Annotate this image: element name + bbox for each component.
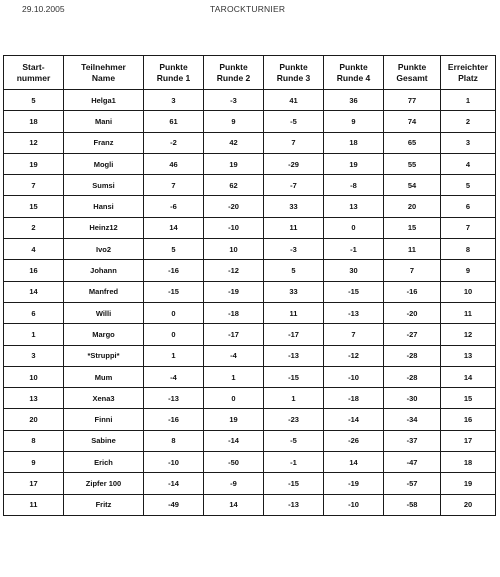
table-body <box>4 90 496 516</box>
table-cell: 54 <box>384 175 441 196</box>
table-row <box>4 239 496 260</box>
table-cell: 15 <box>441 388 496 409</box>
table-cell: 33 <box>264 281 324 302</box>
table-cell: 3 <box>441 132 496 153</box>
table-cell: -4 <box>144 366 204 387</box>
table-cell: -18 <box>204 302 264 323</box>
column-header: Start- nummer <box>4 56 64 90</box>
table-cell: -1 <box>264 452 324 473</box>
table-cell: 11 <box>264 217 324 238</box>
table-cell: 7 <box>324 324 384 345</box>
table-cell: 61 <box>144 111 204 132</box>
table-cell: 14 <box>144 217 204 238</box>
table-cell: 2 <box>4 217 64 238</box>
table-row <box>4 217 496 238</box>
table-row <box>4 90 496 111</box>
table-cell: 9 <box>4 452 64 473</box>
table-row <box>4 494 496 515</box>
table-cell: Hansi <box>64 196 144 217</box>
table-cell: -13 <box>264 345 324 366</box>
table-cell: -10 <box>324 494 384 515</box>
table-cell: 0 <box>204 388 264 409</box>
table-cell: Willi <box>64 302 144 323</box>
table-row <box>4 324 496 345</box>
table-cell: 11 <box>384 239 441 260</box>
table-cell: 5 <box>144 239 204 260</box>
table-cell: -7 <box>264 175 324 196</box>
table-cell: Ivo2 <box>64 239 144 260</box>
table-row <box>4 452 496 473</box>
table-cell: 19 <box>441 473 496 494</box>
table-cell: 7 <box>441 217 496 238</box>
table-row <box>4 196 496 217</box>
table-row <box>4 388 496 409</box>
table-cell: 7 <box>144 175 204 196</box>
table-cell: -13 <box>144 388 204 409</box>
table-cell: 33 <box>264 196 324 217</box>
table-cell: -3 <box>204 90 264 111</box>
results-table <box>3 55 496 516</box>
table-cell: -17 <box>204 324 264 345</box>
table-cell: -17 <box>264 324 324 345</box>
table-cell: -9 <box>204 473 264 494</box>
column-header: Punkte Runde 3 <box>264 56 324 90</box>
table-cell: -28 <box>384 366 441 387</box>
table-row <box>4 111 496 132</box>
table-cell: 16 <box>441 409 496 430</box>
table-cell: 4 <box>4 239 64 260</box>
table-cell: Fritz <box>64 494 144 515</box>
table-cell: 3 <box>4 345 64 366</box>
table-cell: 19 <box>324 153 384 174</box>
table-cell: -37 <box>384 430 441 451</box>
table-cell: 17 <box>441 430 496 451</box>
table-cell: 14 <box>324 452 384 473</box>
table-cell: 15 <box>4 196 64 217</box>
table-cell: 77 <box>384 90 441 111</box>
table-cell: 10 <box>4 366 64 387</box>
table-cell: -19 <box>204 281 264 302</box>
table-row <box>4 430 496 451</box>
table-cell: -15 <box>264 366 324 387</box>
table-cell: -58 <box>384 494 441 515</box>
table-cell: -50 <box>204 452 264 473</box>
table-cell: Manfred <box>64 281 144 302</box>
table-cell: 8 <box>144 430 204 451</box>
table-cell: Sabine <box>64 430 144 451</box>
table-cell: 65 <box>384 132 441 153</box>
table-cell: -57 <box>384 473 441 494</box>
table-cell: 6 <box>441 196 496 217</box>
table-cell: 7 <box>4 175 64 196</box>
column-header: Punkte Runde 1 <box>144 56 204 90</box>
table-row <box>4 345 496 366</box>
table-row <box>4 366 496 387</box>
table-cell: 18 <box>441 452 496 473</box>
table-cell: -13 <box>264 494 324 515</box>
table-cell: -5 <box>264 430 324 451</box>
table-cell: -5 <box>264 111 324 132</box>
table-cell: Margo <box>64 324 144 345</box>
table-cell: 13 <box>441 345 496 366</box>
table-cell: Erich <box>64 452 144 473</box>
table-row <box>4 175 496 196</box>
table-cell: 5 <box>4 90 64 111</box>
table-cell: -18 <box>324 388 384 409</box>
table-cell: -14 <box>204 430 264 451</box>
table-cell: -47 <box>384 452 441 473</box>
table-cell: Zipfer 100 <box>64 473 144 494</box>
table-cell: -6 <box>144 196 204 217</box>
table-cell: 0 <box>144 302 204 323</box>
table-cell: 1 <box>4 324 64 345</box>
table-cell: 42 <box>204 132 264 153</box>
table-cell: 16 <box>4 260 64 281</box>
table-cell: 0 <box>324 217 384 238</box>
table-row <box>4 409 496 430</box>
table-cell: 62 <box>204 175 264 196</box>
table-cell: 74 <box>384 111 441 132</box>
table-cell: -10 <box>324 366 384 387</box>
table-cell: 13 <box>4 388 64 409</box>
table-cell: 20 <box>4 409 64 430</box>
table-cell: 1 <box>264 388 324 409</box>
table-cell: 19 <box>204 409 264 430</box>
table-cell: Mogli <box>64 153 144 174</box>
table-cell: 1 <box>441 90 496 111</box>
table-cell: -16 <box>384 281 441 302</box>
table-row <box>4 473 496 494</box>
table-cell: 6 <box>4 302 64 323</box>
table-cell: -10 <box>204 217 264 238</box>
table-row <box>4 153 496 174</box>
table-cell: 4 <box>441 153 496 174</box>
table-cell: Johann <box>64 260 144 281</box>
column-header: Punkte Runde 2 <box>204 56 264 90</box>
table-cell: Mani <box>64 111 144 132</box>
table-cell: -2 <box>144 132 204 153</box>
table-cell: -12 <box>204 260 264 281</box>
table-cell: -34 <box>384 409 441 430</box>
table-cell: -19 <box>324 473 384 494</box>
table-cell: 14 <box>204 494 264 515</box>
table-cell: 14 <box>441 366 496 387</box>
table-cell: 41 <box>264 90 324 111</box>
table-cell: 1 <box>144 345 204 366</box>
table-cell: 12 <box>441 324 496 345</box>
table-cell: -12 <box>324 345 384 366</box>
table-cell: -28 <box>384 345 441 366</box>
table-cell: *Struppi* <box>64 345 144 366</box>
table-cell: -15 <box>144 281 204 302</box>
table-cell: -13 <box>324 302 384 323</box>
table-cell: 1 <box>204 366 264 387</box>
table-cell: 46 <box>144 153 204 174</box>
table-cell: -1 <box>324 239 384 260</box>
table-cell: 11 <box>441 302 496 323</box>
table-cell: Sumsi <box>64 175 144 196</box>
table-cell: -14 <box>144 473 204 494</box>
column-header: Punkte Runde 4 <box>324 56 384 90</box>
column-header: Punkte Gesamt <box>384 56 441 90</box>
table-cell: 36 <box>324 90 384 111</box>
table-cell: 13 <box>324 196 384 217</box>
column-header: Teilnehmer Name <box>64 56 144 90</box>
table-cell: 17 <box>4 473 64 494</box>
table-cell: Mum <box>64 366 144 387</box>
table-cell: 8 <box>4 430 64 451</box>
document-date: 29.10.2005 <box>22 4 65 14</box>
table-cell: 11 <box>4 494 64 515</box>
table-cell: 19 <box>4 153 64 174</box>
table-cell: -14 <box>324 409 384 430</box>
table-cell: 9 <box>324 111 384 132</box>
table-cell: -30 <box>384 388 441 409</box>
column-header: Erreichter Platz <box>441 56 496 90</box>
table-cell: 10 <box>204 239 264 260</box>
table-cell: 19 <box>204 153 264 174</box>
table-cell: 2 <box>441 111 496 132</box>
table-cell: 11 <box>264 302 324 323</box>
table-cell: 14 <box>4 281 64 302</box>
table-cell: -20 <box>384 302 441 323</box>
table-row <box>4 281 496 302</box>
table-cell: 15 <box>384 217 441 238</box>
table-cell: -23 <box>264 409 324 430</box>
table-cell: -49 <box>144 494 204 515</box>
table-cell: Heinz12 <box>64 217 144 238</box>
table-cell: 20 <box>384 196 441 217</box>
table-cell: 5 <box>264 260 324 281</box>
table-cell: 20 <box>441 494 496 515</box>
table-cell: -27 <box>384 324 441 345</box>
table-cell: 9 <box>441 260 496 281</box>
table-cell: -20 <box>204 196 264 217</box>
table-cell: 18 <box>324 132 384 153</box>
table-cell: 7 <box>264 132 324 153</box>
table-cell: 9 <box>204 111 264 132</box>
document-title: TAROCKTURNIER <box>210 4 286 14</box>
table-cell: -16 <box>144 260 204 281</box>
table-cell: 55 <box>384 153 441 174</box>
table-cell: 12 <box>4 132 64 153</box>
table-cell: Franz <box>64 132 144 153</box>
table-row <box>4 260 496 281</box>
table-cell: 30 <box>324 260 384 281</box>
table-header-row <box>4 56 496 90</box>
table-cell: 18 <box>4 111 64 132</box>
table-cell: 5 <box>441 175 496 196</box>
page-header <box>0 0 500 20</box>
table-cell: 0 <box>144 324 204 345</box>
table-cell: Finni <box>64 409 144 430</box>
table-cell: Xena3 <box>64 388 144 409</box>
table-cell: 3 <box>144 90 204 111</box>
table-cell: 10 <box>441 281 496 302</box>
table-cell: 8 <box>441 239 496 260</box>
table-cell: Helga1 <box>64 90 144 111</box>
table-cell: -29 <box>264 153 324 174</box>
table-cell: -15 <box>324 281 384 302</box>
table-row <box>4 302 496 323</box>
table-cell: -8 <box>324 175 384 196</box>
table-cell: -15 <box>264 473 324 494</box>
table-cell: 7 <box>384 260 441 281</box>
table-cell: -4 <box>204 345 264 366</box>
table-cell: -26 <box>324 430 384 451</box>
table-cell: -16 <box>144 409 204 430</box>
table-cell: -3 <box>264 239 324 260</box>
table-row <box>4 132 496 153</box>
table-cell: -10 <box>144 452 204 473</box>
